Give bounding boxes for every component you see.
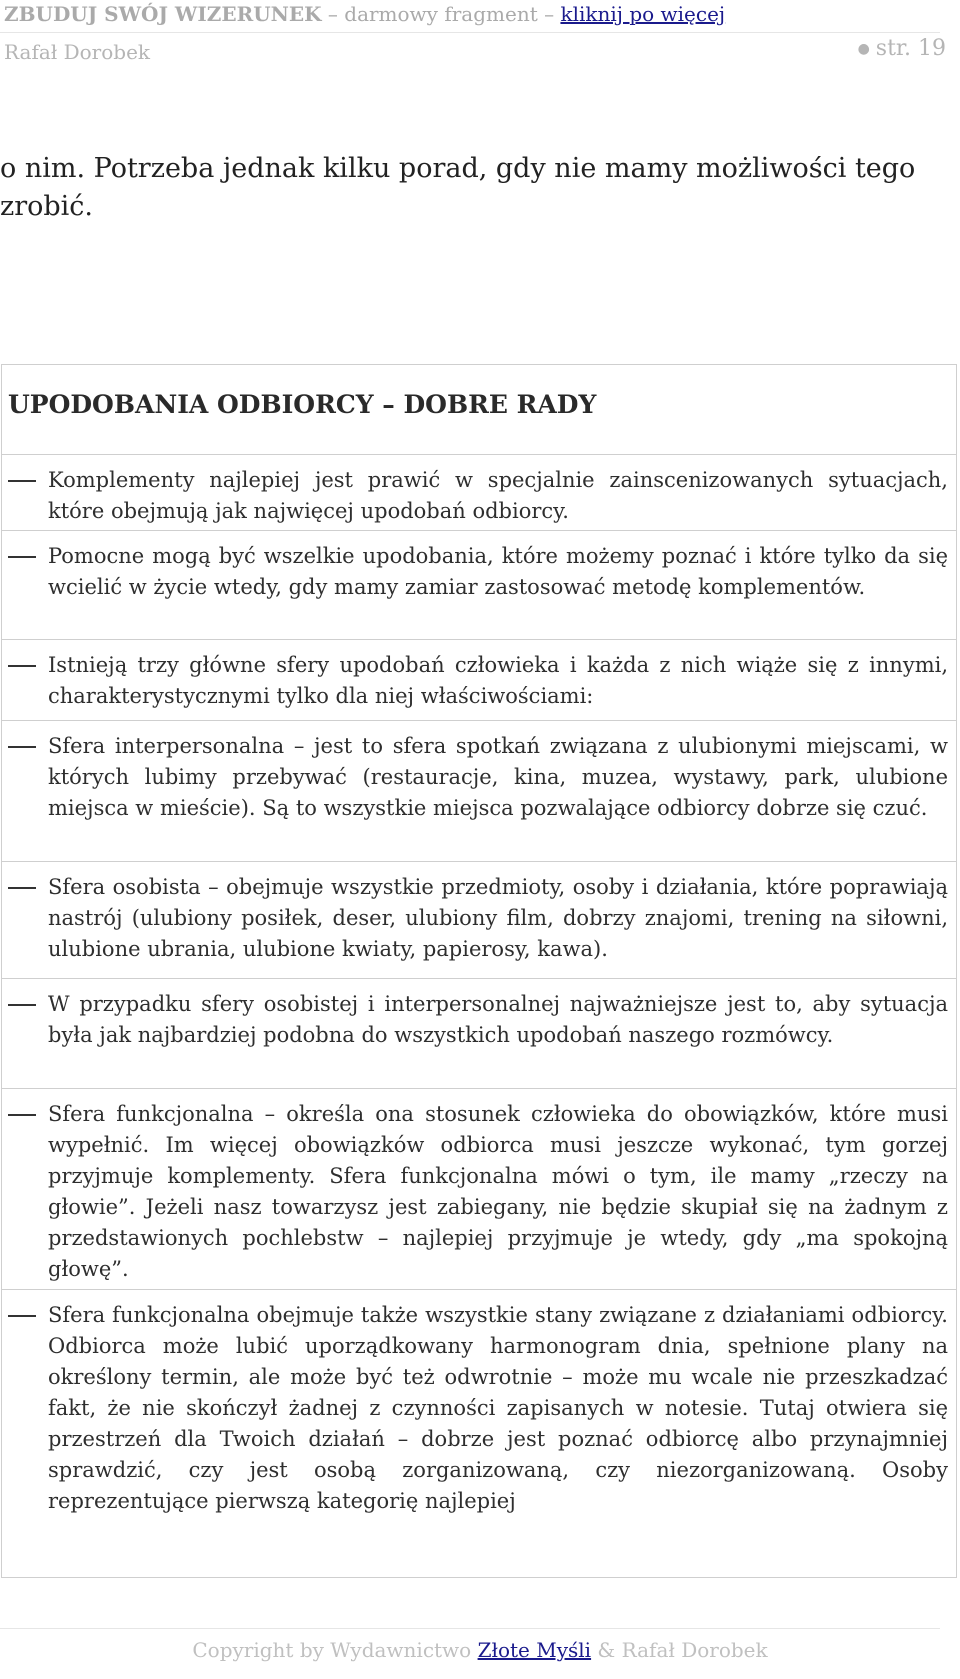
- page-footer: [0, 1638, 960, 1662]
- author-name: Rafał Dorobek: [4, 40, 151, 64]
- list-item-text: Sfera interpersonalna – jest to sfera spotkań związana z ulubionymi miejscami, w których lubimy przebywać (restauracje, kina, muzea, wystawy, park, ulubione miejsca w mieście). Są to wszystkie miejsca pozwalające odbiorcy dobrze się czuć.: [48, 734, 948, 820]
- page-label: str. 19: [875, 36, 946, 61]
- page-header: [0, 0, 960, 72]
- list-item: [2, 721, 956, 862]
- list-item-text: Sfera funkcjonalna obejmuje także wszystkie stany związane z działaniami odbiorcy. Odbiorca może lubić uporządkowany harmonogram dnia, spełnione plany na określony termin, ale może być też odwrotnie – może mu wcale nie przeszkadzać fakt, że nie skończył żadnej z czynności zapisanych w notesie. Tutaj otwiera się przestrzeń dla Twoich działań – dobrze jest poznać odbiorcę albo przynajmniej sprawdzić, czy jest osobą zorganizowaną, czy niezorganizowaną. Osoby reprezentujące pierwszą kategorię najlepiej: [48, 1303, 948, 1513]
- header-divider: [0, 32, 940, 33]
- list-item: [2, 531, 956, 640]
- list-item: [2, 1290, 956, 1551]
- header-title-line: [4, 2, 725, 26]
- list-item: [2, 862, 956, 979]
- tips-box: [1, 364, 957, 1578]
- list-item-text: Komplementy najlepiej jest prawić w specjalnie zainscenizowanych sytuacjach, które obejmują jak najwięcej upodobań odbiorcy.: [48, 468, 948, 523]
- footer-divider: [0, 1628, 940, 1629]
- more-link[interactable]: kliknij po więcej: [560, 2, 726, 26]
- page-number: [858, 36, 946, 61]
- copyright-suffix: & Rafał Dorobek: [591, 1638, 768, 1662]
- list-item: [2, 640, 956, 721]
- intro-paragraph: o nim. Potrzeba jednak kilku porad, gdy nie mamy możliwości tego zrobić.: [0, 153, 916, 222]
- header-subtitle: – darmowy fragment –: [321, 2, 561, 26]
- list-item: [2, 455, 956, 531]
- publisher-link[interactable]: Złote Myśli: [477, 1638, 592, 1662]
- list-item-text: W przypadku sfery osobistej i interpersonalnej najważniejsze jest to, aby sytuacja była jak najbardziej podobna do wszystkich upodobań naszego rozmówcy.: [48, 992, 948, 1047]
- copyright-prefix: Copyright by Wydawnictwo: [192, 1638, 478, 1662]
- tips-box-title: UPODOBANIA ODBIORCY – DOBRE RADY: [2, 365, 956, 455]
- list-item: [2, 979, 956, 1089]
- list-item-text: Sfera funkcjonalna – określa ona stosunek człowieka do obowiązków, które musi wypełnić. Im więcej obowiązków odbiorca musi jeszcze wykonać, tym gorzej przyjmuje komplementy. Sfera funkcjonalna mówi o tym, ile mamy „rzeczy na głowie”. Jeżeli nasz towarzysz jest zabiegany, nie będzie skupiał się na żadnym z przedstawionych pochlebstw – najlepiej przyjmuje je wtedy, gdy „ma spokojną głowę”.: [48, 1102, 948, 1281]
- list-item-text: Sfera osobista – obejmuje wszystkie przedmioty, osoby i działania, które poprawiają nastrój (ulubiony posiłek, deser, ulubiony film, dobrzy znajomi, trening na siłowni, ulubione ubrania, ulubione kwiaty, papierosy, kawa).: [48, 875, 948, 961]
- list-item-text: Istnieją trzy główne sfery upodobań człowieka i każda z nich wiąże się z innymi, charakterystycznymi tylko dla niej właściwościami:: [48, 653, 948, 708]
- list-item: [2, 1089, 956, 1290]
- list-item-text: Pomocne mogą być wszelkie upodobania, które możemy poznać i które tylko da się wcielić w życie wtedy, gdy mamy zamiar zastosować metodę komplementów.: [48, 544, 948, 599]
- bullet-icon: ●: [857, 41, 870, 57]
- book-title: ZBUDUJ SWÓJ WIZERUNEK: [4, 2, 322, 26]
